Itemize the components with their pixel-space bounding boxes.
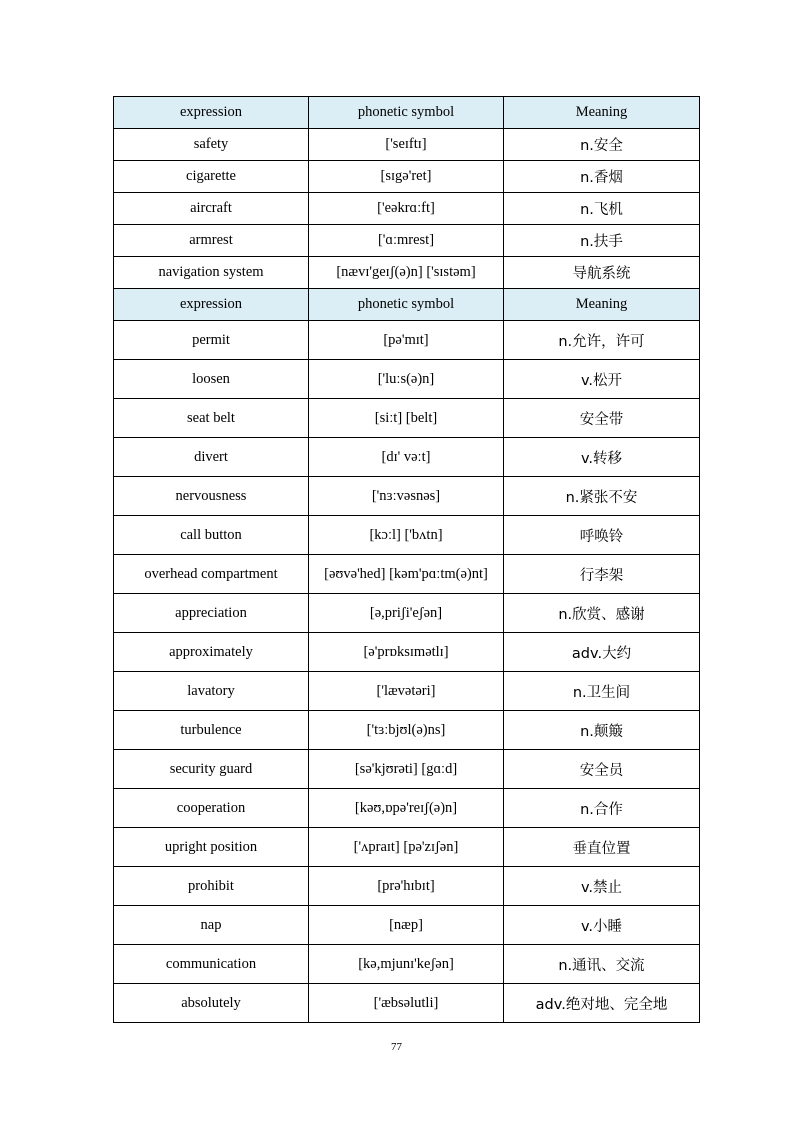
expression-cell: seat belt [114,399,309,438]
meaning-cell: v.转移 [504,438,700,477]
phonetic-cell: ['luːs(ə)n] [309,360,504,399]
meaning-cell: 呼唤铃 [504,516,700,555]
header-expression: expression [114,97,309,129]
meaning-cell: v.禁止 [504,867,700,906]
header-meaning: Meaning [504,97,700,129]
phonetic-cell: ['eəkrɑːft] [309,193,504,225]
phonetic-cell: [pə'mɪt] [309,321,504,360]
meaning-cell: 安全员 [504,750,700,789]
expression-cell: nervousness [114,477,309,516]
header-phonetic-symbol: phonetic symbol [309,289,504,321]
expression-cell: armrest [114,225,309,257]
meaning-cell: 导航系统 [504,257,700,289]
header-meaning: Meaning [504,289,700,321]
expression-cell: nap [114,906,309,945]
meaning-cell: n.颠簸 [504,711,700,750]
meaning-cell: v.松开 [504,360,700,399]
meaning-cell: v.小睡 [504,906,700,945]
meaning-cell: n.欣赏、感谢 [504,594,700,633]
meaning-cell: n.香烟 [504,161,700,193]
table-row [114,257,700,289]
table-header-row [114,97,700,129]
meaning-cell: n.紧张不安 [504,477,700,516]
table-row [114,906,700,945]
meaning-cell: 安全带 [504,399,700,438]
phonetic-cell: ['ʌpraɪt] [pə'zɪʃən] [309,828,504,867]
expression-cell: cooperation [114,789,309,828]
phonetic-cell: [næp] [309,906,504,945]
table-row [114,225,700,257]
phonetic-cell: [kɔːl] ['bʌtn] [309,516,504,555]
expression-cell: security guard [114,750,309,789]
table-row [114,516,700,555]
phonetic-cell: [dɪ' vəːt] [309,438,504,477]
table-row [114,945,700,984]
phonetic-cell: [ə'prɒksɪmətlɪ] [309,633,504,672]
table-row [114,672,700,711]
table-row [114,984,700,1023]
expression-cell: overhead compartment [114,555,309,594]
meaning-cell: n.安全 [504,129,700,161]
table-row [114,633,700,672]
expression-cell: aircraft [114,193,309,225]
expression-cell: absolutely [114,984,309,1023]
meaning-cell: n.通讯、交流 [504,945,700,984]
vocabulary-table-body [114,97,700,1023]
phonetic-cell: [kə,mjunɪ'keʃən] [309,945,504,984]
meaning-cell: n.卫生间 [504,672,700,711]
phonetic-cell: ['seɪftɪ] [309,129,504,161]
meaning-cell: n.允许，许可 [504,321,700,360]
phonetic-cell: ['ɑːmrest] [309,225,504,257]
expression-cell: upright position [114,828,309,867]
expression-cell: permit [114,321,309,360]
meaning-cell: adv.大约 [504,633,700,672]
meaning-cell: adv.绝对地、完全地 [504,984,700,1023]
meaning-cell: n.合作 [504,789,700,828]
phonetic-cell: [ə,priʃi'eʃən] [309,594,504,633]
phonetic-cell: [əʊvə'hed] [kəm'pɑːtm(ə)nt] [309,555,504,594]
meaning-cell: 行李架 [504,555,700,594]
expression-cell: safety [114,129,309,161]
header-expression: expression [114,289,309,321]
phonetic-cell: ['æbsəlutli] [309,984,504,1023]
expression-cell: loosen [114,360,309,399]
phonetic-cell: ['nɜːvəsnəs] [309,477,504,516]
page-number: 77 [391,1041,402,1053]
phonetic-cell: ['tɜːbjʊl(ə)ns] [309,711,504,750]
table-row [114,438,700,477]
expression-cell: call button [114,516,309,555]
table-row [114,360,700,399]
table-row [114,867,700,906]
phonetic-cell: [nævɪ'geɪʃ(ə)n] ['sɪstəm] [309,257,504,289]
expression-cell: divert [114,438,309,477]
phonetic-cell: [sɪgə'ret] [309,161,504,193]
expression-cell: appreciation [114,594,309,633]
expression-cell: prohibit [114,867,309,906]
table-row [114,321,700,360]
table-row [114,789,700,828]
meaning-cell: 垂直位置 [504,828,700,867]
phonetic-cell: ['lævətəri] [309,672,504,711]
table-header-row [114,289,700,321]
table-row [114,399,700,438]
expression-cell: turbulence [114,711,309,750]
table-row [114,711,700,750]
table-row [114,477,700,516]
phonetic-cell: [kəʊ,ɒpə'reɪʃ(ə)n] [309,789,504,828]
table-row [114,161,700,193]
meaning-cell: n.飞机 [504,193,700,225]
expression-cell: navigation system [114,257,309,289]
vocabulary-table [113,96,700,1023]
header-phonetic-symbol: phonetic symbol [309,97,504,129]
table-row [114,828,700,867]
table-row [114,750,700,789]
table-row [114,129,700,161]
meaning-cell: n.扶手 [504,225,700,257]
phonetic-cell: [siːt] [belt] [309,399,504,438]
phonetic-cell: [prə'hɪbɪt] [309,867,504,906]
expression-cell: approximately [114,633,309,672]
table-row [114,193,700,225]
table-row [114,594,700,633]
table-row [114,555,700,594]
expression-cell: lavatory [114,672,309,711]
expression-cell: cigarette [114,161,309,193]
phonetic-cell: [sə'kjʊrəti] [gɑːd] [309,750,504,789]
expression-cell: communication [114,945,309,984]
